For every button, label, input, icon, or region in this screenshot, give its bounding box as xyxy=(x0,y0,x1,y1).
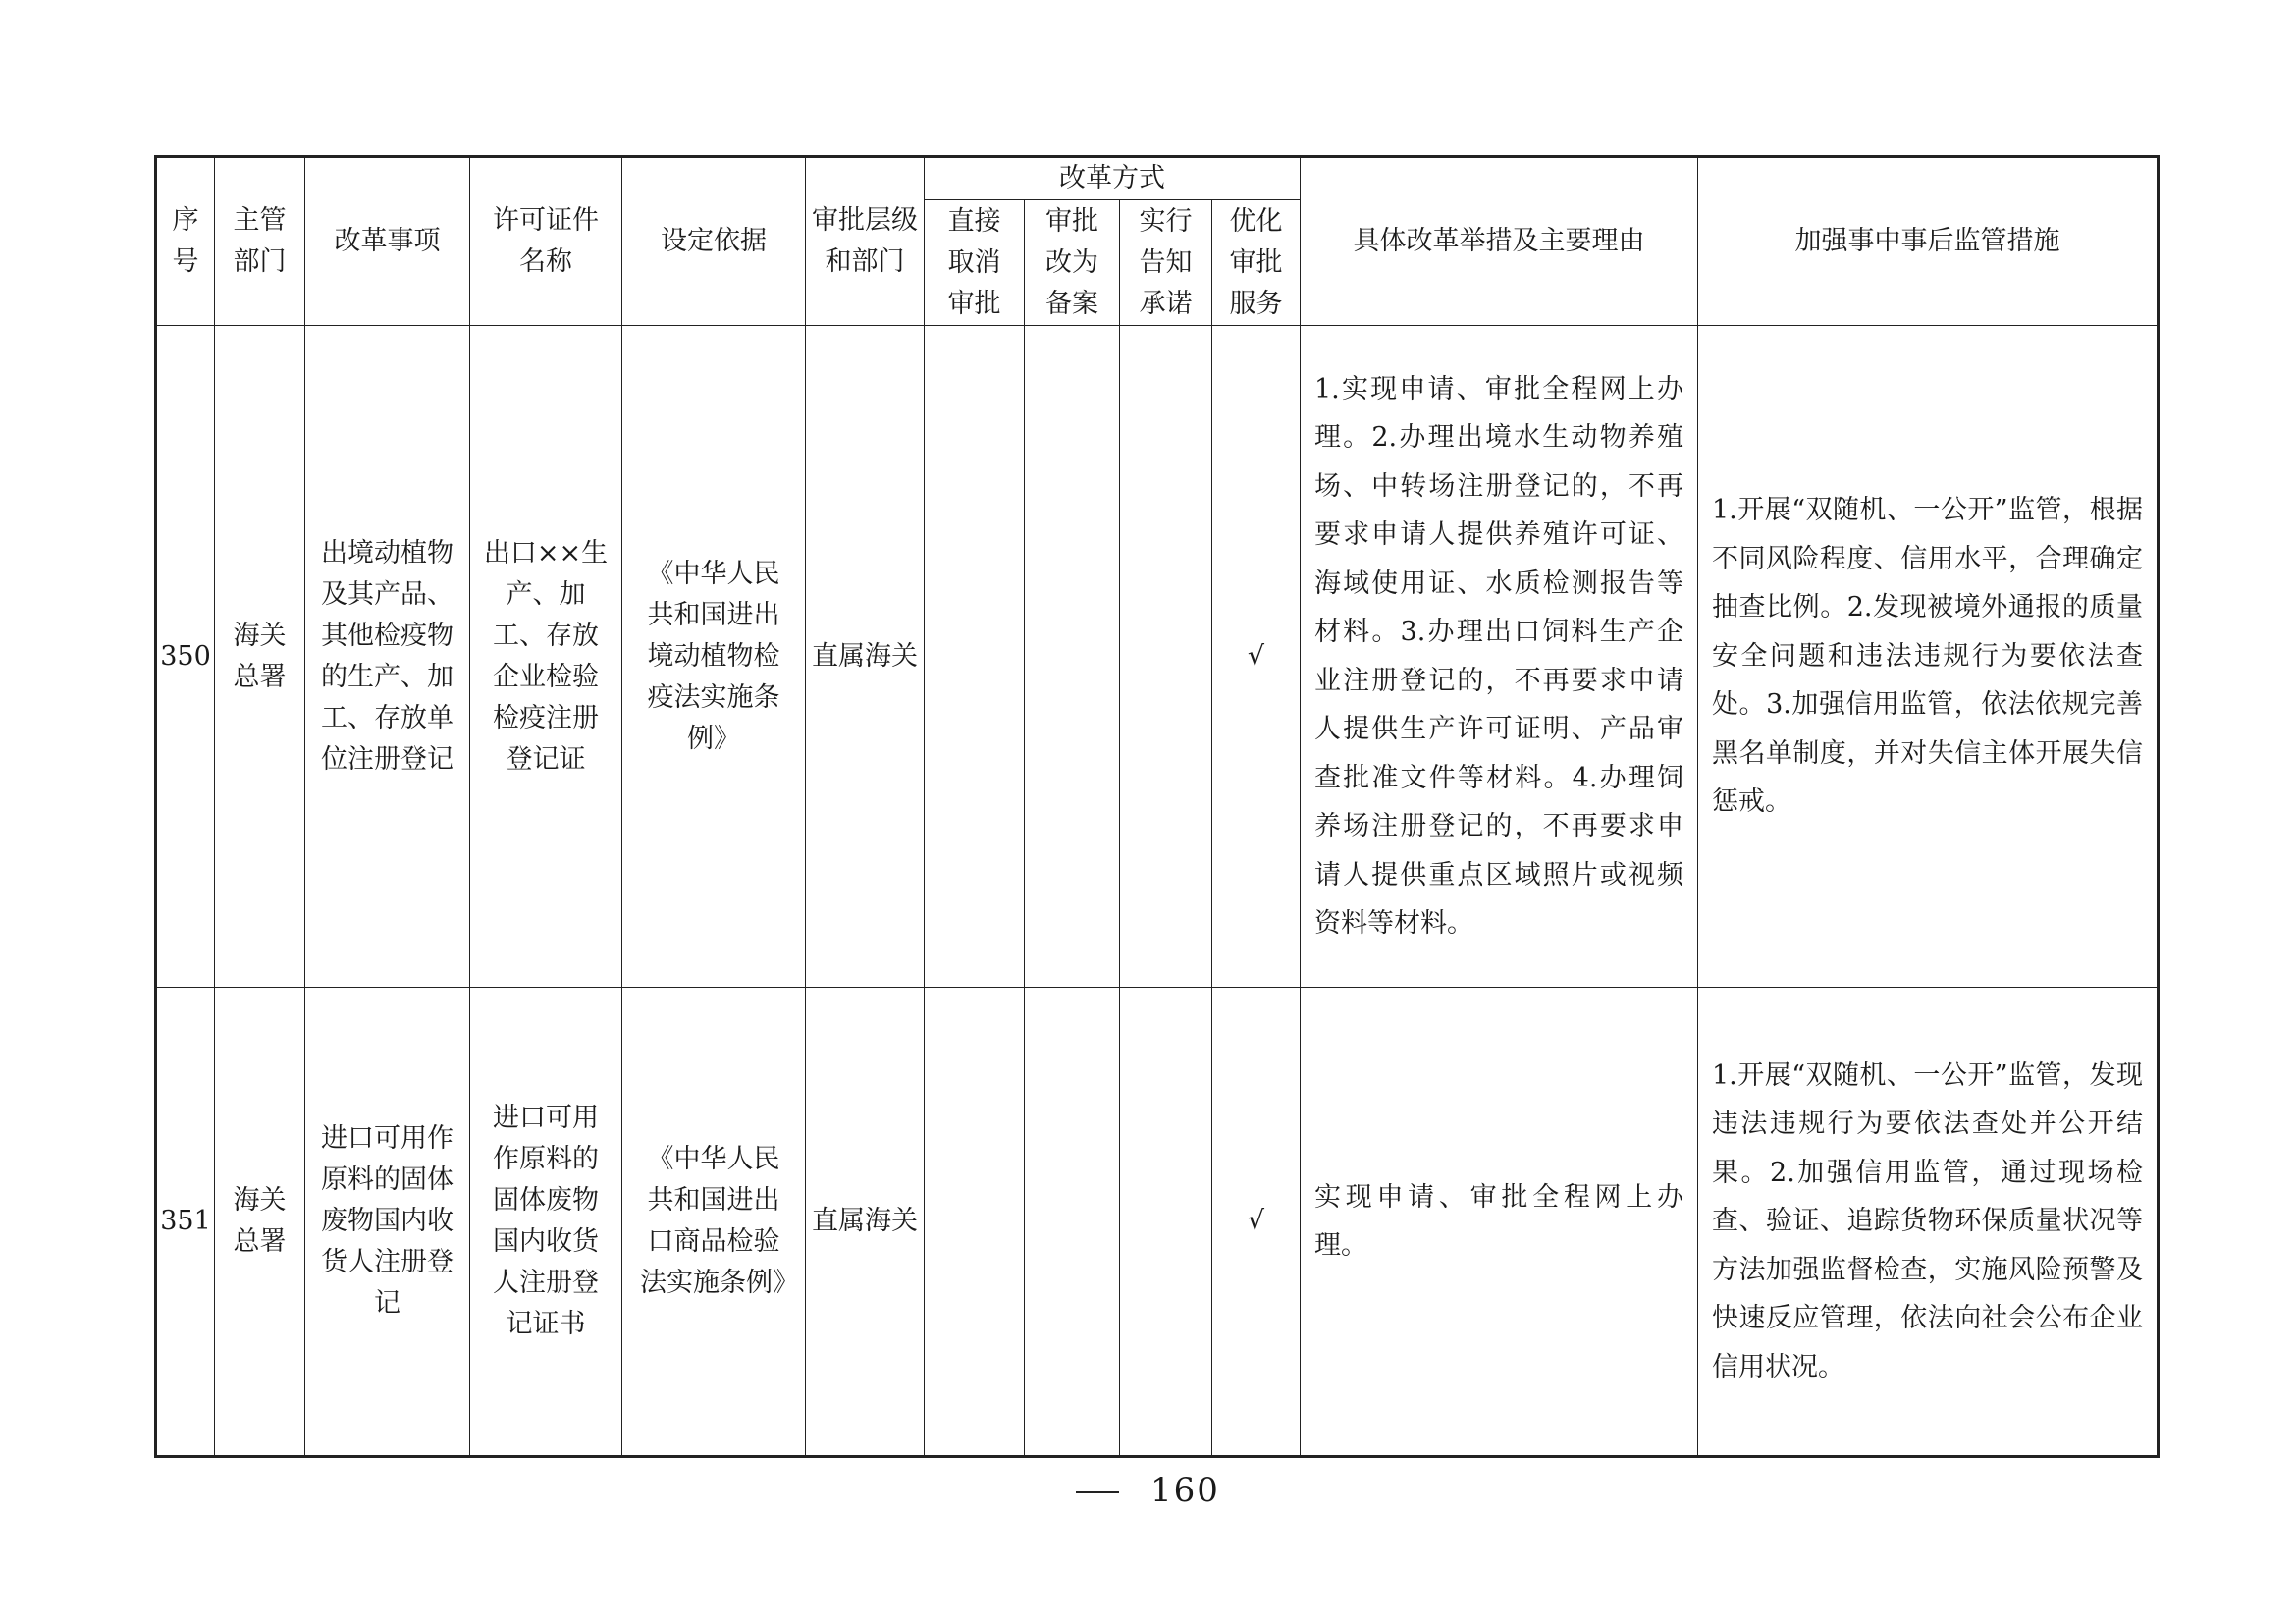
header-measures: 具体改革举措及主要理由 xyxy=(1301,157,1698,326)
row-supervision: 1.开展“双随机、一公开”监管，根据不同风险程度、信用水平，合理确定抽查比例。2.发现被境外通报的质量安全问题和违法违规行为要依法查处。3.加强信用监管，依法依规完善黑名单制度，并对失信主体开展失信惩戒。 xyxy=(1698,326,2159,988)
header-mode-optimize: 优化审批服务 xyxy=(1212,200,1301,326)
row-dept: 海关总署 xyxy=(215,988,305,1457)
check-mark-icon: √ xyxy=(1247,640,1265,672)
check-mark-icon: √ xyxy=(1247,1206,1265,1236)
header-dept: 主管部门 xyxy=(215,157,305,326)
row-mode-cancel xyxy=(925,988,1025,1457)
row-mode-notify xyxy=(1120,326,1212,988)
header-mode-notify: 实行告知承诺 xyxy=(1120,200,1212,326)
header-item: 改革事项 xyxy=(305,157,470,326)
row-basis: 《中华人民共和国进出口商品检验法实施条例》 xyxy=(622,988,806,1457)
header-supervision: 加强事中事后监管措施 xyxy=(1698,157,2159,326)
row-mode-record xyxy=(1025,988,1120,1457)
row-item: 出境动植物及其产品、其他检疫物的生产、加工、存放单位注册登记 xyxy=(305,326,470,988)
row-item: 进口可用作原料的固体废物国内收货人注册登记 xyxy=(305,988,470,1457)
header-seq: 序号 xyxy=(156,157,215,326)
page-dash xyxy=(1076,1491,1119,1493)
row-level: 直属海关 xyxy=(806,988,925,1457)
approval-reform-table xyxy=(154,155,2160,1458)
header-mode-record: 审批改为备案 xyxy=(1025,200,1120,326)
row-basis: 《中华人民共和国进出境动植物检疫法实施条例》 xyxy=(622,326,806,988)
row-mode-notify xyxy=(1120,988,1212,1457)
header-license: 许可证件名称 xyxy=(470,157,622,326)
header-mode-cancel: 直接取消审批 xyxy=(925,200,1025,326)
row-supervision: 1.开展“双随机、一公开”监管，发现违法违规行为要依法查处并公开结果。2.加强信用监管，通过现场检查、验证、追踪货物环保质量状况等方法加强监督检查，实施风险预警及快速反应管理，依法向社会公布企业信用状况。 xyxy=(1698,988,2159,1457)
row-seq: 351 xyxy=(156,988,215,1457)
header-row-top xyxy=(156,157,2159,200)
table-row xyxy=(156,326,2159,988)
row-measures: 1.实现申请、审批全程网上办理。2.办理出境水生动物养殖场、中转场注册登记的，不再要求申请人提供养殖许可证、海域使用证、水质检测报告等材料。3.办理出口饲料生产企业注册登记的，不再要求申请人提供生产许可证明、产品审查批准文件等材料。4.办理饲养场注册登记的，不再要求申请人提供重点区域照片或视频资料等材料。 xyxy=(1301,326,1698,988)
page-number: 160 xyxy=(0,1471,2296,1510)
row-mode-optimize xyxy=(1212,988,1301,1457)
row-license: 出口××生产、加工、存放企业检验检疫注册登记证 xyxy=(470,326,622,988)
header-reform-mode: 改革方式 xyxy=(925,157,1301,200)
row-level: 直属海关 xyxy=(806,326,925,988)
row-seq: 350 xyxy=(156,326,215,988)
row-mode-optimize xyxy=(1212,326,1301,988)
row-measures: 实现申请、审批全程网上办理。 xyxy=(1301,988,1698,1457)
row-license: 进口可用作原料的固体废物国内收货人注册登记证书 xyxy=(470,988,622,1457)
header-basis: 设定依据 xyxy=(622,157,806,326)
header-level: 审批层级和部门 xyxy=(806,157,925,326)
row-mode-cancel xyxy=(925,326,1025,988)
table-row xyxy=(156,988,2159,1457)
row-dept: 海关总署 xyxy=(215,326,305,988)
row-mode-record xyxy=(1025,326,1120,988)
